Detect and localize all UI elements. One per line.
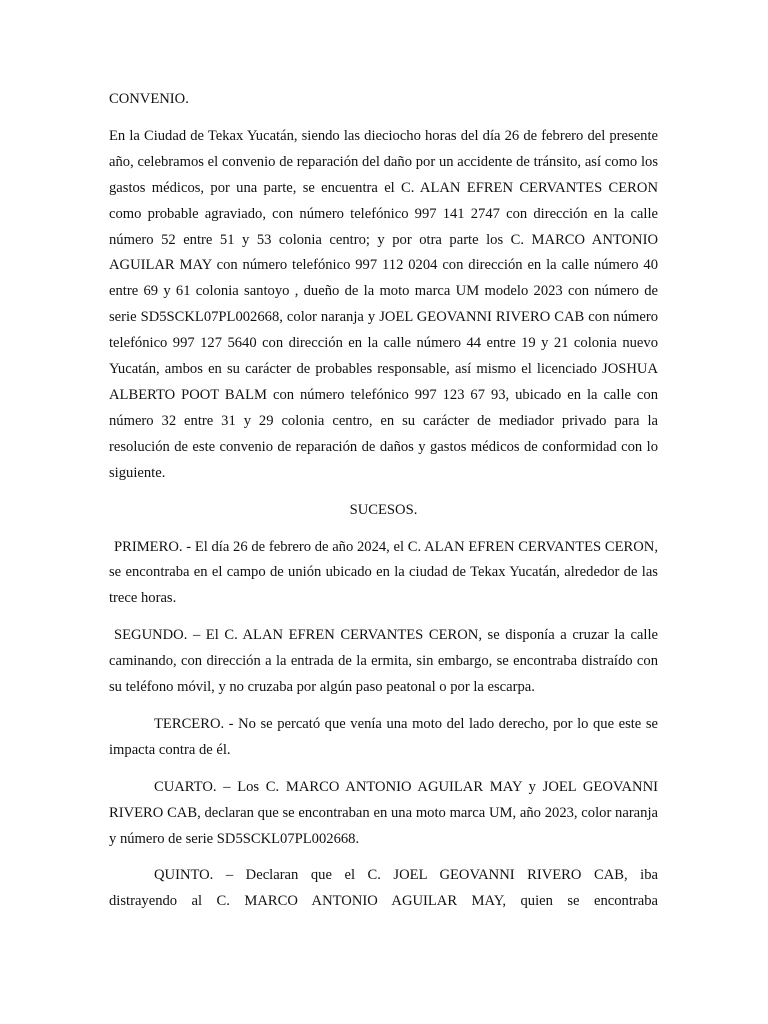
quinto-line-2: distrayendo al C. MARCO ANTONIO AGUILAR MAY, quien se encontraba bbox=[109, 893, 658, 910]
intro-paragraph: En la Ciudad de Tekax Yucatán, siendo las dieciocho horas del día 26 de febrero del presente año, celebramos el convenio de reparación del daño por un accidente de tránsito, así como los gastos médicos, por una parte, se encuentra el C. ALAN EFREN CERVANTES CERON como probable agraviado, con número telefónico 997 141 2747 con dirección en la calle número 52 entre 51 y 53 colonia centro; y por otra parte los C. MARCO ANTONIO AGUILAR MAY con número telefónico 997 112 0204 con dirección en la calle número 40 entre 69 y 61 colonia santoyo , dueño de la moto marca UM modelo 2023 con número de serie SD5SCKL07PL002668, color naranja y JOEL GEOVANNI RIVERO CAB con número telefónico 997 127 5640 con dirección en la calle número 44 entre 19 y 21 colonia nuevo Yucatán, ambos en su carácter de probables responsable, así mismo el licenciado JOSHUA ALBERTO POOT BALM con número telefónico 997 123 67 93, ubicado en la calle con número 32 entre 31 y 29 colonia centro, en su carácter de mediador privado para la resolución de este convenio de reparación de daños y gastos médicos de conformidad con lo siguiente. bbox=[109, 127, 658, 481]
paragraph-quinto bbox=[109, 863, 658, 915]
section-heading: SUCESOS. bbox=[349, 501, 418, 518]
document-page bbox=[109, 87, 658, 915]
paragraph-segundo: SEGUNDO. – El C. ALAN EFREN CERVANTES CERON, se disponía a cruzar la calle caminando, con dirección a la entrada de la ermita, sin embargo, se encontraba distraído con su teléfono móvil, y no cruzaba por algún paso peatonal o por la escarpa. bbox=[109, 627, 658, 696]
paragraph-tercero: TERCERO. - No se percató que venía una moto del lado derecho, por lo que este se impacta contra de él. bbox=[109, 715, 658, 758]
quinto-line-1: QUINTO. – Declaran que el C. JOEL GEOVANNI RIVERO CAB, iba bbox=[154, 867, 658, 884]
paragraph-primero: PRIMERO. - El día 26 de febrero de año 2024, el C. ALAN EFREN CERVANTES CERON, se encontraba en el campo de unión ubicado en la ciudad de Tekax Yucatán, alrededor de las trece horas. bbox=[109, 538, 658, 607]
paragraph-cuarto: CUARTO. – Los C. MARCO ANTONIO AGUILAR MAY y JOEL GEOVANNI RIVERO CAB, declaran que se encontraban en una moto marca UM, año 2023, color naranja y número de serie SD5SCKL07PL002668. bbox=[109, 778, 658, 847]
document-title: CONVENIO. bbox=[109, 91, 189, 107]
